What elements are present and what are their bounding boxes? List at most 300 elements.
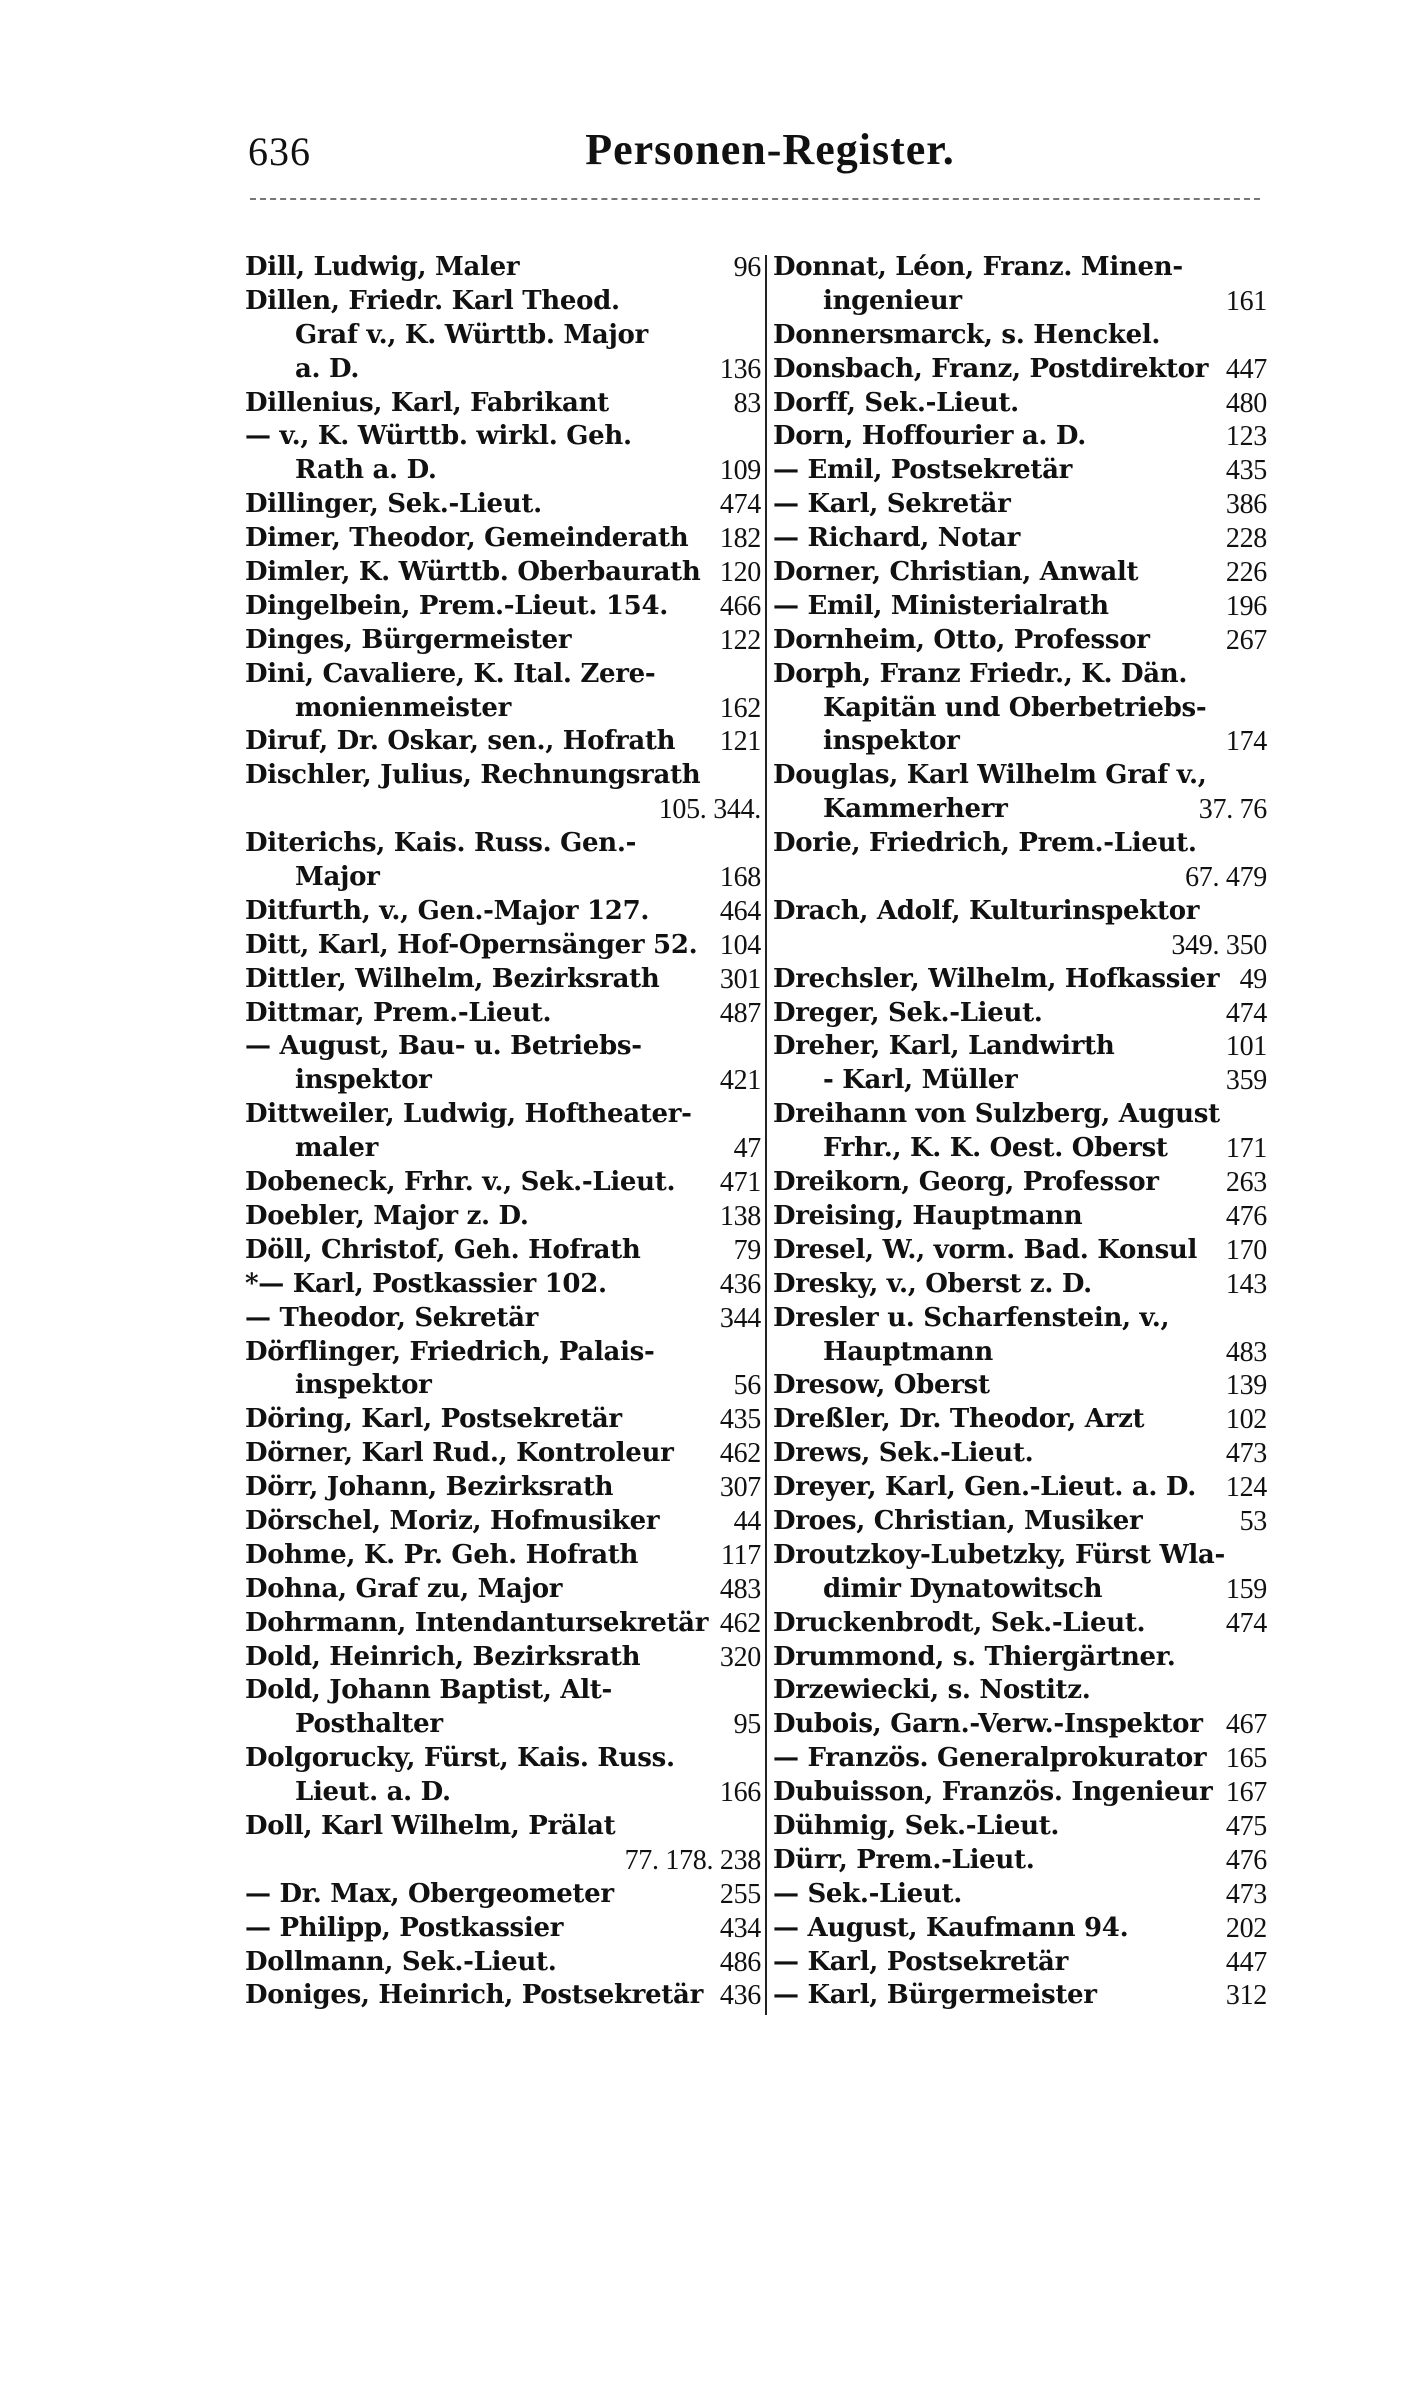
entry-text: Druckenbrodt, Sek.-Lieut.	[773, 1607, 1146, 1638]
entry-text: monienmeister	[295, 692, 511, 723]
register-line	[245, 1505, 761, 1539]
register-line	[773, 1234, 1267, 1268]
page-reference: 320	[719, 1641, 761, 1673]
register-line	[245, 895, 761, 929]
page-number: 636	[248, 129, 311, 174]
entry-text: Dresel, W., vorm. Bad. Konsul	[773, 1234, 1198, 1265]
register-line	[245, 285, 761, 319]
page-reference	[753, 1030, 761, 1064]
register-line	[773, 1539, 1267, 1573]
page-reference: 67. 479	[1185, 862, 1267, 894]
register-line	[245, 1302, 761, 1336]
entry-text: inspektor	[823, 726, 960, 757]
register-line	[245, 488, 761, 522]
register-line	[773, 1912, 1267, 1946]
register-line	[773, 1878, 1267, 1912]
page-reference: 182	[719, 523, 761, 555]
register-line	[773, 997, 1267, 1031]
entry-text: ingenieur	[823, 285, 962, 316]
page-reference: 122	[719, 624, 761, 656]
register-line	[245, 319, 761, 353]
page-reference: 255	[719, 1878, 761, 1910]
entry-text: Kammerherr	[823, 794, 1008, 825]
register-line	[245, 522, 761, 556]
register-line	[245, 1742, 761, 1776]
register-line	[245, 1471, 761, 1505]
entry-text: Donnersmarck, s. Henckel.	[773, 319, 1161, 350]
entry-text: a. D.	[295, 353, 360, 384]
page-reference	[1259, 1098, 1267, 1132]
page-reference: 434	[719, 1912, 761, 1944]
register-line	[245, 1810, 761, 1844]
register-line	[773, 1336, 1267, 1370]
entry-text: Dolgorucky, Fürst, Kais. Russ.	[245, 1743, 675, 1774]
page-reference: 44	[733, 1505, 761, 1537]
page-reference: 471	[719, 1167, 761, 1199]
entry-text: Ditfurth, v., Gen.-Major 127.	[245, 895, 650, 926]
entry-text: Major	[295, 862, 380, 893]
entry-text: Dingelbein, Prem.-Lieut. 154.	[245, 590, 669, 621]
register-line	[773, 1573, 1267, 1607]
register-line	[773, 658, 1267, 692]
register-line	[245, 624, 761, 658]
register-line	[245, 1539, 761, 1573]
page-reference: 473	[1225, 1878, 1267, 1910]
entry-text: — Karl, Postsekretär	[773, 1946, 1069, 1977]
register-line	[773, 1674, 1267, 1708]
register-line	[773, 1302, 1267, 1336]
page-reference	[1259, 895, 1267, 929]
entry-text	[773, 929, 1163, 963]
page-reference: 436	[719, 1268, 761, 1300]
register-line	[245, 1641, 761, 1675]
page-reference: 474	[719, 489, 761, 521]
entry-text: Dreßler, Dr. Theodor, Arzt	[773, 1404, 1145, 1435]
register-line	[773, 1437, 1267, 1471]
page-reference: 487	[719, 997, 761, 1029]
entry-text: — Philipp, Postkassier	[245, 1912, 564, 1943]
page-reference	[1259, 692, 1267, 726]
page-reference: 263	[1225, 1167, 1267, 1199]
register-line	[773, 1776, 1267, 1810]
register-line	[245, 1064, 761, 1098]
entry-text: Rath a. D.	[295, 455, 437, 486]
entry-text: Dillenius, Karl, Fabrikant	[245, 387, 609, 418]
page-reference: 168	[719, 862, 761, 894]
page-reference: 474	[1225, 1607, 1267, 1639]
page-reference: 386	[1225, 489, 1267, 521]
page-reference	[753, 1742, 761, 1776]
register-line	[245, 1946, 761, 1980]
page-reference: 467	[1225, 1709, 1267, 1741]
page-reference: 483	[1225, 1336, 1267, 1368]
entry-text: Diruf, Dr. Oskar, sen., Hofrath	[245, 726, 676, 757]
register-line	[773, 1742, 1267, 1776]
page-reference: 53	[1239, 1505, 1267, 1537]
entry-text: Dresky, v., Oberst z. D.	[773, 1268, 1092, 1299]
page-reference	[1259, 319, 1267, 353]
entry-text: maler	[295, 1133, 378, 1164]
page-reference: 56	[733, 1370, 761, 1402]
register-line	[245, 861, 761, 895]
entry-text: Dollmann, Sek.-Lieut.	[245, 1946, 557, 1977]
register-line	[245, 1708, 761, 1742]
page-reference: 120	[719, 557, 761, 589]
register-line	[245, 1674, 761, 1708]
register-line	[773, 963, 1267, 997]
page-reference: 486	[719, 1946, 761, 1978]
entry-text: Dörflinger, Friedrich, Palais-	[245, 1336, 655, 1367]
page-reference	[753, 827, 761, 861]
entry-text: Dresler u. Scharfenstein, v.,	[773, 1302, 1170, 1333]
page-reference: 436	[719, 1980, 761, 2012]
page-reference: 474	[1225, 997, 1267, 1029]
page-reference: 117	[720, 1539, 761, 1571]
entry-text: Dittler, Wilhelm, Bezirksrath	[245, 963, 660, 994]
page-reference: 166	[719, 1777, 761, 1809]
entry-text: Lieut. a. D.	[295, 1777, 451, 1808]
entry-text: Donsbach, Franz, Postdirektor	[773, 353, 1209, 384]
register-line	[773, 1030, 1267, 1064]
page-reference	[1259, 251, 1267, 285]
entry-text: Dorff, Sek.-Lieut.	[773, 387, 1019, 418]
entry-text: Drzewiecki, s. Nostitz.	[773, 1675, 1091, 1706]
page-reference	[1259, 1302, 1267, 1336]
page-reference	[753, 285, 761, 319]
page-reference: 167	[1225, 1777, 1267, 1809]
page-reference: 171	[1225, 1133, 1267, 1165]
entry-text: Drach, Adolf, Kulturinspektor	[773, 895, 1200, 926]
page-reference: 349. 350	[1171, 929, 1267, 961]
entry-text: Dreikorn, Georg, Professor	[773, 1167, 1159, 1198]
page-reference: 435	[1225, 455, 1267, 487]
page-reference: 162	[719, 692, 761, 724]
page-reference: 480	[1225, 387, 1267, 419]
page-reference: 121	[719, 726, 761, 758]
page-reference: 202	[1225, 1912, 1267, 1944]
page-reference	[1259, 1641, 1267, 1675]
page-reference: 464	[719, 895, 761, 927]
page-reference: 95	[733, 1709, 761, 1741]
entry-text: Dini, Cavaliere, K. Ital. Zere-	[245, 658, 656, 689]
register-line	[773, 1268, 1267, 1302]
register-line	[773, 1844, 1267, 1878]
page-reference: 101	[1225, 1031, 1267, 1063]
entry-text: Ditt, Karl, Hof-Opernsänger 52.	[245, 929, 698, 960]
entry-text: Drummond, s. Thiergärtner.	[773, 1641, 1176, 1672]
page-reference: 435	[719, 1404, 761, 1436]
page-reference: 267	[1225, 624, 1267, 656]
page-reference: 196	[1225, 590, 1267, 622]
entry-text: Graf v., K. Württb. Major	[295, 319, 648, 350]
register-line	[773, 251, 1267, 285]
entry-text: Dornheim, Otto, Professor	[773, 624, 1150, 655]
page-reference: 109	[719, 455, 761, 487]
register-line	[245, 1369, 761, 1403]
entry-text: Dorph, Franz Friedr., K. Dän.	[773, 658, 1188, 689]
page-reference: 138	[719, 1200, 761, 1232]
entry-text: Dresow, Oberst	[773, 1370, 990, 1401]
register-line	[245, 1166, 761, 1200]
register-line	[773, 488, 1267, 522]
register-line	[773, 827, 1267, 861]
entry-text	[773, 861, 1177, 895]
register-line	[773, 420, 1267, 454]
register-line	[773, 725, 1267, 759]
register-line	[773, 1946, 1267, 1980]
entry-text: Dreyer, Karl, Gen.-Lieut. a. D.	[773, 1472, 1197, 1503]
register-line	[245, 793, 761, 827]
entry-text: Dillen, Friedr. Karl Theod.	[245, 285, 620, 316]
register-line	[773, 285, 1267, 319]
page-reference: 447	[1225, 1946, 1267, 1978]
entry-text: Douglas, Karl Wilhelm Graf v.,	[773, 760, 1207, 791]
page-reference: 49	[1239, 963, 1267, 995]
page-reference: 301	[719, 963, 761, 995]
register-line	[245, 1132, 761, 1166]
register-line	[245, 1607, 761, 1641]
register-line	[245, 1268, 761, 1302]
page-reference: 165	[1225, 1743, 1267, 1775]
register-line	[773, 353, 1267, 387]
page-reference: 124	[1225, 1472, 1267, 1504]
register-line	[245, 1979, 761, 2013]
register-line	[773, 387, 1267, 421]
register-line	[245, 1844, 761, 1878]
register-line	[245, 692, 761, 726]
page-reference: 228	[1225, 523, 1267, 555]
register-line	[245, 759, 761, 793]
register-line	[773, 1641, 1267, 1675]
page-reference: 466	[719, 590, 761, 622]
register-line	[245, 1776, 761, 1810]
register-line	[245, 1098, 761, 1132]
register-line	[773, 590, 1267, 624]
register-line	[245, 590, 761, 624]
register-line	[245, 1336, 761, 1370]
entry-text: Dillinger, Sek.-Lieut.	[245, 489, 542, 520]
entry-text: Dittmar, Prem.-Lieut.	[245, 997, 552, 1028]
entry-text: — Karl, Bürgermeister	[773, 1980, 1097, 2011]
page-title: Personen-Register.	[585, 125, 955, 174]
page-reference: 47	[733, 1133, 761, 1165]
page-reference: 483	[719, 1573, 761, 1605]
register-line	[245, 827, 761, 861]
page-reference	[753, 1336, 761, 1370]
register-line	[245, 1234, 761, 1268]
register-line	[245, 1200, 761, 1234]
register-line	[773, 895, 1267, 929]
page-reference: 174	[1225, 726, 1267, 758]
entry-text	[245, 793, 651, 827]
entry-text: Döring, Karl, Postsekretär	[245, 1404, 622, 1435]
entry-text: inspektor	[295, 1065, 432, 1096]
entry-text: Drews, Sek.-Lieut.	[773, 1438, 1034, 1469]
entry-text: Dohme, K. Pr. Geh. Hofrath	[245, 1539, 639, 1570]
page-reference	[753, 658, 761, 692]
register-line	[773, 1979, 1267, 2013]
page-reference: 37. 76	[1198, 794, 1267, 826]
register-line	[245, 725, 761, 759]
left-column	[245, 251, 761, 2013]
entry-text: Dörschel, Moriz, Hofmusiker	[245, 1505, 660, 1536]
register-line	[245, 929, 761, 963]
entry-text: Dörr, Johann, Bezirksrath	[245, 1472, 614, 1503]
entry-text: Dischler, Julius, Rechnungsrath	[245, 760, 701, 791]
entry-text: Dubuisson, Französ. Ingenieur	[773, 1777, 1213, 1808]
register-line	[773, 1708, 1267, 1742]
entry-text: Kapitän und Oberbetriebs-	[823, 692, 1207, 723]
register-line	[773, 454, 1267, 488]
page-reference	[753, 1674, 761, 1708]
entry-text: Dörner, Karl Rud., Kontroleur	[245, 1438, 674, 1469]
entry-text: Dorie, Friedrich, Prem.-Lieut.	[773, 828, 1197, 859]
register-line	[245, 963, 761, 997]
register-line	[245, 387, 761, 421]
page-reference: 77. 178. 238	[624, 1844, 761, 1876]
register-line	[245, 1030, 761, 1064]
register-line	[773, 861, 1267, 895]
entry-text: Dimer, Theodor, Gemeinderath	[245, 523, 689, 554]
entry-text: Dold, Johann Baptist, Alt-	[245, 1675, 612, 1706]
page-reference: 307	[719, 1472, 761, 1504]
page-reference	[1259, 658, 1267, 692]
page-reference	[753, 319, 761, 353]
page-reference	[753, 420, 761, 454]
entry-text	[245, 1844, 617, 1878]
page-reference: 476	[1225, 1844, 1267, 1876]
register-line	[773, 1471, 1267, 1505]
entry-text: Frhr., K. K. Oest. Oberst	[823, 1133, 1168, 1164]
register-line	[773, 793, 1267, 827]
entry-text: — August, Kaufmann 94.	[773, 1912, 1129, 1943]
entry-text: Dorner, Christian, Anwalt	[773, 557, 1139, 588]
page-reference: 421	[719, 1065, 761, 1097]
entry-text: Doll, Karl Wilhelm, Prälat	[245, 1810, 616, 1841]
page-reference: 159	[1225, 1573, 1267, 1605]
entry-text: Dohna, Graf zu, Major	[245, 1573, 563, 1604]
entry-text: Dubois, Garn.-Verw.-Inspektor	[773, 1709, 1203, 1740]
page-reference: 102	[1225, 1404, 1267, 1436]
register-line	[773, 1369, 1267, 1403]
entry-text: Hauptmann	[823, 1336, 993, 1367]
page-reference	[1259, 1674, 1267, 1708]
register-line	[773, 522, 1267, 556]
entry-text: Dohrmann, Intendantursekretär	[245, 1607, 709, 1638]
entry-text: Dreising, Hauptmann	[773, 1200, 1083, 1231]
page-reference	[1259, 1539, 1267, 1573]
register-line	[773, 1607, 1267, 1641]
page-reference: 79	[733, 1234, 761, 1266]
entry-text: Dittweiler, Ludwig, Hoftheater-	[245, 1099, 692, 1130]
entry-text: dimir Dynatowitsch	[823, 1573, 1103, 1604]
page-reference	[1259, 759, 1267, 793]
page-reference: 475	[1225, 1810, 1267, 1842]
register-line	[245, 1912, 761, 1946]
register-line	[773, 1505, 1267, 1539]
page-reference: 105. 344.	[658, 794, 761, 826]
entry-text: — Französ. Generalprokurator	[773, 1743, 1207, 1774]
page-reference: 161	[1225, 285, 1267, 317]
register-line	[773, 1403, 1267, 1437]
register-line	[773, 692, 1267, 726]
page-reference: 136	[719, 353, 761, 385]
register-line	[245, 1878, 761, 1912]
page-reference: 462	[719, 1607, 761, 1639]
register-line	[245, 454, 761, 488]
register-line	[773, 1132, 1267, 1166]
register-line	[245, 420, 761, 454]
entry-text: Dinges, Bürgermeister	[245, 624, 572, 655]
register-line	[773, 1064, 1267, 1098]
register-line	[773, 1200, 1267, 1234]
entry-text: — Emil, Ministerialrath	[773, 590, 1109, 621]
register-line	[773, 1166, 1267, 1200]
page-reference: 226	[1225, 557, 1267, 589]
entry-text: Drechsler, Wilhelm, Hofkassier	[773, 963, 1220, 994]
entry-text: Dreihann von Sulzberg, August	[773, 1099, 1220, 1130]
register-line	[245, 556, 761, 590]
page-reference	[753, 759, 761, 793]
entry-text: — Emil, Postsekretär	[773, 455, 1073, 486]
entry-text: inspektor	[295, 1370, 432, 1401]
register-line	[245, 1437, 761, 1471]
register-line	[773, 556, 1267, 590]
entry-text: Dimler, K. Württb. Oberbaurath	[245, 557, 701, 588]
right-column	[773, 251, 1267, 2013]
entry-text: Dreger, Sek.-Lieut.	[773, 997, 1043, 1028]
page-reference	[753, 1098, 761, 1132]
entry-text: Dorn, Hoffourier a. D.	[773, 421, 1087, 452]
entry-text: Droes, Christian, Musiker	[773, 1505, 1143, 1536]
register-line	[773, 1098, 1267, 1132]
entry-text: Dobeneck, Frhr. v., Sek.-Lieut.	[245, 1167, 676, 1198]
header-rule	[250, 198, 1260, 200]
entry-text: Dühmig, Sek.-Lieut.	[773, 1810, 1060, 1841]
entry-text: Donnat, Léon, Franz. Minen-	[773, 252, 1183, 282]
entry-text: Dreher, Karl, Landwirth	[773, 1031, 1115, 1062]
register-line	[245, 251, 761, 285]
entry-text: — Karl, Sekretär	[773, 489, 1011, 520]
entry-text: — August, Bau- u. Betriebs-	[245, 1031, 642, 1062]
entry-text: Doebler, Major z. D.	[245, 1200, 529, 1231]
register-line	[773, 1810, 1267, 1844]
page-reference: 312	[1225, 1980, 1267, 2012]
entry-text: Döll, Christof, Geh. Hofrath	[245, 1234, 641, 1265]
entry-text: — v., K. Württb. wirkl. Geh.	[245, 421, 632, 452]
register-line	[245, 353, 761, 387]
page-reference: 462	[719, 1438, 761, 1470]
register-line	[773, 929, 1267, 963]
page-reference: 139	[1225, 1370, 1267, 1402]
register-line	[245, 1573, 761, 1607]
entry-text: — Richard, Notar	[773, 523, 1020, 554]
page-reference	[753, 1810, 761, 1844]
entry-text: Doniges, Heinrich, Postsekretär	[245, 1980, 703, 2011]
page-reference: 143	[1225, 1268, 1267, 1300]
entry-text: Dürr, Prem.-Lieut.	[773, 1844, 1035, 1875]
page-reference: 83	[733, 387, 761, 419]
page-reference: 447	[1225, 353, 1267, 385]
page-reference: 104	[719, 929, 761, 961]
entry-text: Diterichs, Kais. Russ. Gen.-	[245, 828, 637, 859]
column-divider	[765, 255, 767, 2015]
register-line	[245, 658, 761, 692]
entry-text: — Theodor, Sekretär	[245, 1302, 539, 1333]
entry-text: — Sek.-Lieut.	[773, 1878, 962, 1909]
page-reference: 170	[1225, 1234, 1267, 1266]
entry-text: *— Karl, Postkassier 102.	[245, 1268, 607, 1299]
